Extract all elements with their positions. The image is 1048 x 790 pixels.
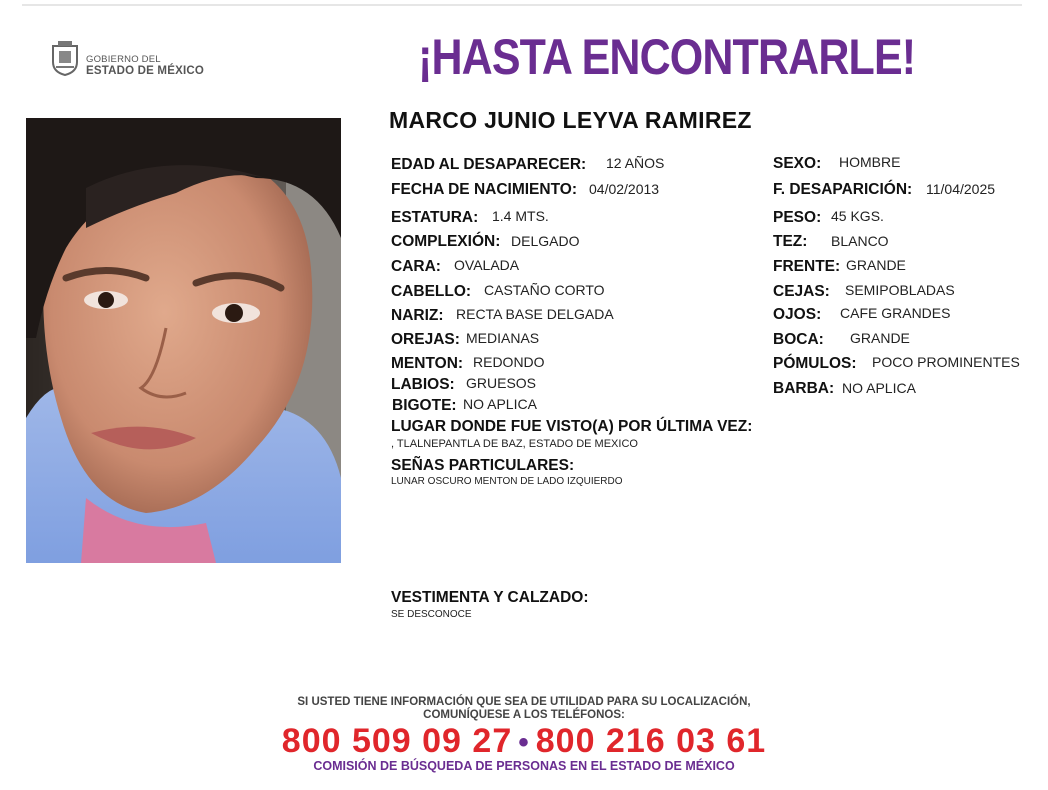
label-peso: PESO: <box>773 209 822 226</box>
value-cabello: CASTAÑO CORTO <box>484 282 605 298</box>
value-edad: 12 AÑOS <box>606 155 665 171</box>
label-bigote: BIGOTE: <box>392 397 457 414</box>
logo-line-2: ESTADO DE MÉXICO <box>86 65 204 77</box>
value-marks: LUNAR OSCURO MENTON DE LADO IZQUIERDO <box>391 476 623 487</box>
label-orejas: OREJAS: <box>391 331 460 348</box>
label-ojos: OJOS: <box>773 306 822 323</box>
logo-line-1: GOBIERNO DEL <box>86 54 161 65</box>
label-tez: TEZ: <box>773 233 808 250</box>
value-labios: GRUESOS <box>466 375 537 391</box>
value-orejas: MEDIANAS <box>466 330 540 346</box>
value-cara: OVALADA <box>454 257 520 273</box>
government-logo <box>50 40 210 80</box>
missing-person-photo <box>26 118 341 563</box>
label-edad: EDAD AL DESAPARECER: <box>391 156 587 173</box>
value-pomulos: POCO PROMINENTES <box>872 354 1020 370</box>
phone-numbers <box>0 722 1048 761</box>
footer-info-line-2: COMUNÍQUESE A LOS TELÉFONOS: <box>423 709 625 721</box>
label-cejas: CEJAS: <box>773 283 830 300</box>
value-nariz: RECTA BASE DELGADA <box>456 306 614 322</box>
label-clothing: VESTIMENTA Y CALZADO: <box>391 589 589 606</box>
label-complexion: COMPLEXIÓN: <box>391 233 501 250</box>
value-ojos: CAFE GRANDES <box>840 305 951 321</box>
label-frente: FRENTE: <box>773 258 841 275</box>
phone-separator: • <box>518 726 530 759</box>
value-clothing: SE DESCONOCE <box>391 609 472 620</box>
label-pomulos: PÓMULOS: <box>773 355 857 372</box>
label-last-seen: LUGAR DONDE FUE VISTO(A) POR ÚLTIMA VEZ: <box>391 418 753 435</box>
phone-number-2[interactable]: 800 216 03 61 <box>535 722 767 760</box>
value-menton: REDONDO <box>473 354 545 370</box>
value-cejas: SEMIPOBLADAS <box>845 282 955 298</box>
commission-name: COMISIÓN DE BÚSQUEDA DE PERSONAS EN EL ESTADO DE MÉXICO <box>313 759 735 773</box>
value-boca: GRANDE <box>850 330 910 346</box>
value-peso: 45 KGS. <box>831 208 884 224</box>
label-cara: CARA: <box>391 258 441 275</box>
label-labios: LABIOS: <box>391 376 455 393</box>
footer-info-line-1: SI USTED TIENE INFORMACIÓN QUE SEA DE UTILIDAD PARA SU LOCALIZACIÓN, <box>297 696 751 708</box>
label-sexo: SEXO: <box>773 155 822 172</box>
label-marks: SEÑAS PARTICULARES: <box>391 457 575 474</box>
value-tez: BLANCO <box>831 233 889 249</box>
value-complexion: DELGADO <box>511 233 580 249</box>
label-estatura: ESTATURA: <box>391 209 479 226</box>
headline: ¡HASTA ENCONTRARLE! <box>418 29 916 85</box>
value-sexo: HOMBRE <box>839 154 901 170</box>
value-desaparicion: 11/04/2025 <box>926 181 996 197</box>
label-barba: BARBA: <box>773 380 835 397</box>
value-nacimiento: 04/02/2013 <box>589 181 660 197</box>
label-cabello: CABELLO: <box>391 283 472 300</box>
label-desaparicion: F. DESAPARICIÓN: <box>773 181 913 198</box>
value-frente: GRANDE <box>846 257 906 273</box>
phone-number-1[interactable]: 800 509 09 27 <box>281 722 513 760</box>
value-bigote: NO APLICA <box>463 396 537 412</box>
label-menton: MENTON: <box>391 355 464 372</box>
person-name: MARCO JUNIO LEYVA RAMIREZ <box>389 107 752 133</box>
value-estatura: 1.4 MTS. <box>492 208 549 224</box>
label-boca: BOCA: <box>773 331 824 348</box>
state-seal-icon <box>50 40 80 76</box>
label-nariz: NARIZ: <box>391 307 444 324</box>
top-divider <box>22 4 1022 6</box>
value-last-seen: , TLALNEPANTLA DE BAZ, ESTADO DE MEXICO <box>391 438 638 450</box>
value-barba: NO APLICA <box>842 380 916 396</box>
label-nacimiento: FECHA DE NACIMIENTO: <box>391 181 577 198</box>
